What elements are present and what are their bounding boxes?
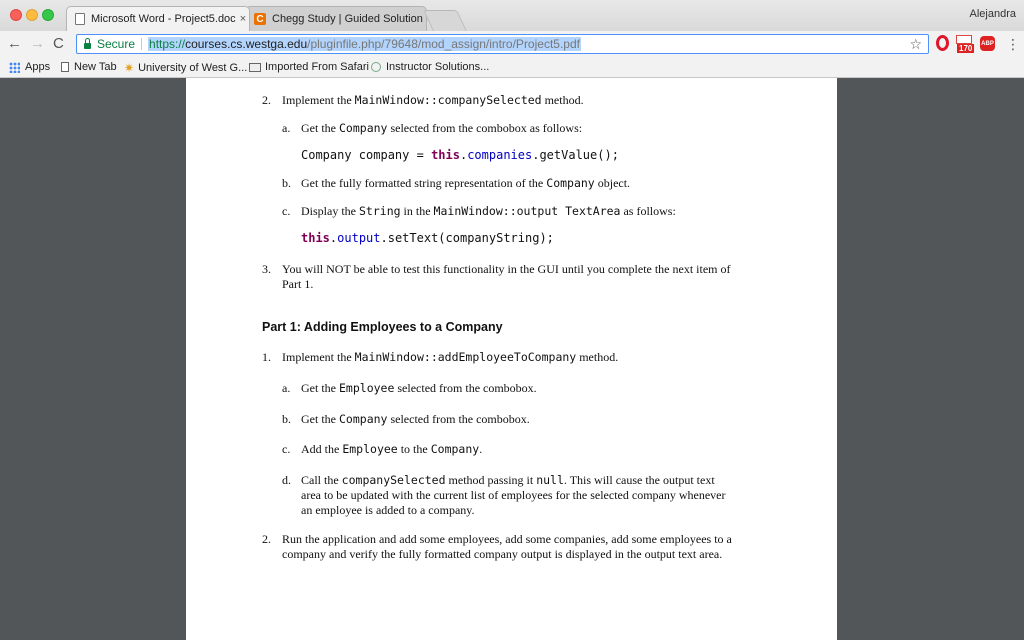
list-number: 2. — [262, 93, 271, 107]
site-favicon-icon — [371, 62, 381, 72]
step-text: Get the Company selected from the combobox as follows: — [301, 121, 583, 135]
tab-project5-pdf[interactable] — [66, 6, 250, 31]
gmail-checker-icon[interactable] — [956, 35, 974, 52]
step-text: Get the Company selected from the combobox. — [301, 412, 530, 426]
profile-name[interactable]: Alejandra — [969, 8, 1016, 20]
step-text: an employee is added to a company. — [301, 503, 475, 517]
code-snippet: Company company = this.companies.getValue(); — [301, 148, 619, 162]
bookmark-label: University of West G... — [138, 62, 248, 74]
list-number: 1. — [262, 350, 271, 364]
bookmark-apps[interactable] — [9, 61, 50, 73]
code-snippet: this.output.setText(companyString); — [301, 231, 554, 245]
adblock-plus-icon[interactable]: ABP — [980, 36, 995, 51]
list-letter: a. — [282, 381, 291, 395]
step-text: Part 1. — [282, 277, 314, 291]
list-number: 3. — [262, 262, 271, 276]
tab-title: Chegg Study | Guided Solution — [272, 13, 423, 25]
list-letter: b. — [282, 176, 291, 190]
bookmark-label: Imported From Safari — [265, 61, 369, 73]
bookmark-university-west-georgia[interactable] — [124, 61, 247, 75]
browser-menu-icon[interactable]: ⋮ — [1006, 36, 1020, 52]
bookmark-imported-from-safari[interactable] — [249, 61, 369, 73]
url-path: /pluginfile.php/79648/mod_assign/intro/Project5.pdf — [307, 37, 580, 51]
chegg-icon: C — [254, 13, 266, 25]
address-bar[interactable] — [76, 34, 929, 54]
list-letter: b. — [282, 412, 291, 426]
list-letter: a. — [282, 121, 291, 135]
opera-extension-icon[interactable] — [936, 35, 949, 51]
bookmark-star-icon[interactable]: ☆ — [909, 36, 922, 52]
browser-titlebar — [0, 0, 1024, 31]
browser-toolbar — [0, 31, 1024, 58]
list-letter: c. — [282, 442, 291, 456]
url-host: courses.cs.westga.edu — [185, 37, 308, 51]
tab-close-icon[interactable]: × — [239, 13, 247, 25]
bookmark-label: New Tab — [74, 61, 117, 73]
tab-chegg-study[interactable] — [245, 6, 427, 31]
bookmark-instructor-solutions[interactable] — [371, 61, 489, 73]
omnibox-divider — [141, 38, 142, 50]
maximize-window-button[interactable] — [42, 9, 54, 21]
reload-button[interactable]: C — [53, 35, 64, 52]
step-text: Call the companySelected method passing it null. This will cause the output text — [301, 473, 715, 487]
step-text: area to be updated with the current list of employees for the selected company whenever — [301, 488, 726, 502]
list-number: 2. — [262, 532, 271, 546]
step-text: Display the String in the MainWindow::output TextArea as follows: — [301, 204, 676, 218]
university-logo-icon: ✷ — [124, 61, 135, 75]
step-text: Get the fully formatted string representation of the Company object. — [301, 176, 631, 190]
url-scheme: https:// — [149, 37, 186, 51]
bookmarks-bar — [0, 58, 1024, 78]
list-letter: c. — [282, 204, 291, 218]
forward-button[interactable]: → — [30, 35, 45, 52]
bookmark-new-tab[interactable] — [61, 61, 117, 73]
folder-icon — [249, 63, 261, 72]
document-icon — [75, 13, 85, 25]
step-text: Implement the MainWindow::addEmployeeToCompany method. — [282, 350, 619, 364]
close-window-button[interactable] — [10, 9, 22, 21]
step-text: Get the Employee selected from the combobox. — [301, 381, 537, 395]
secure-label: Secure — [97, 37, 136, 51]
back-button[interactable]: ← — [7, 35, 22, 52]
step-text: Run the application and add some employees, add some companies, add some employees to a — [282, 532, 732, 546]
step-text: Implement the MainWindow::companySelected method. — [282, 93, 584, 107]
minimize-window-button[interactable] — [26, 9, 38, 21]
tab-title: Microsoft Word - Project5.doc — [91, 13, 236, 25]
url-text[interactable] — [148, 37, 581, 51]
unread-count-badge: 170 — [959, 44, 973, 53]
bookmark-label: Instructor Solutions... — [386, 61, 490, 73]
step-text: You will NOT be able to test this functionality in the GUI until you complete the next item of — [282, 262, 731, 276]
page-icon — [61, 62, 69, 72]
step-text: company and verify the fully formatted company output is displayed in the output text area. — [282, 547, 723, 561]
new-tab-button[interactable] — [423, 10, 467, 31]
apps-grid-icon — [9, 62, 20, 73]
section-heading: Part 1: Adding Employees to a Company — [262, 320, 503, 334]
list-letter: d. — [282, 473, 291, 487]
step-text: Add the Employee to the Company. — [301, 442, 483, 456]
lock-icon — [84, 43, 91, 49]
pdf-page — [186, 78, 837, 640]
mail-envelope-icon — [956, 35, 972, 44]
bookmark-label: Apps — [25, 61, 51, 73]
